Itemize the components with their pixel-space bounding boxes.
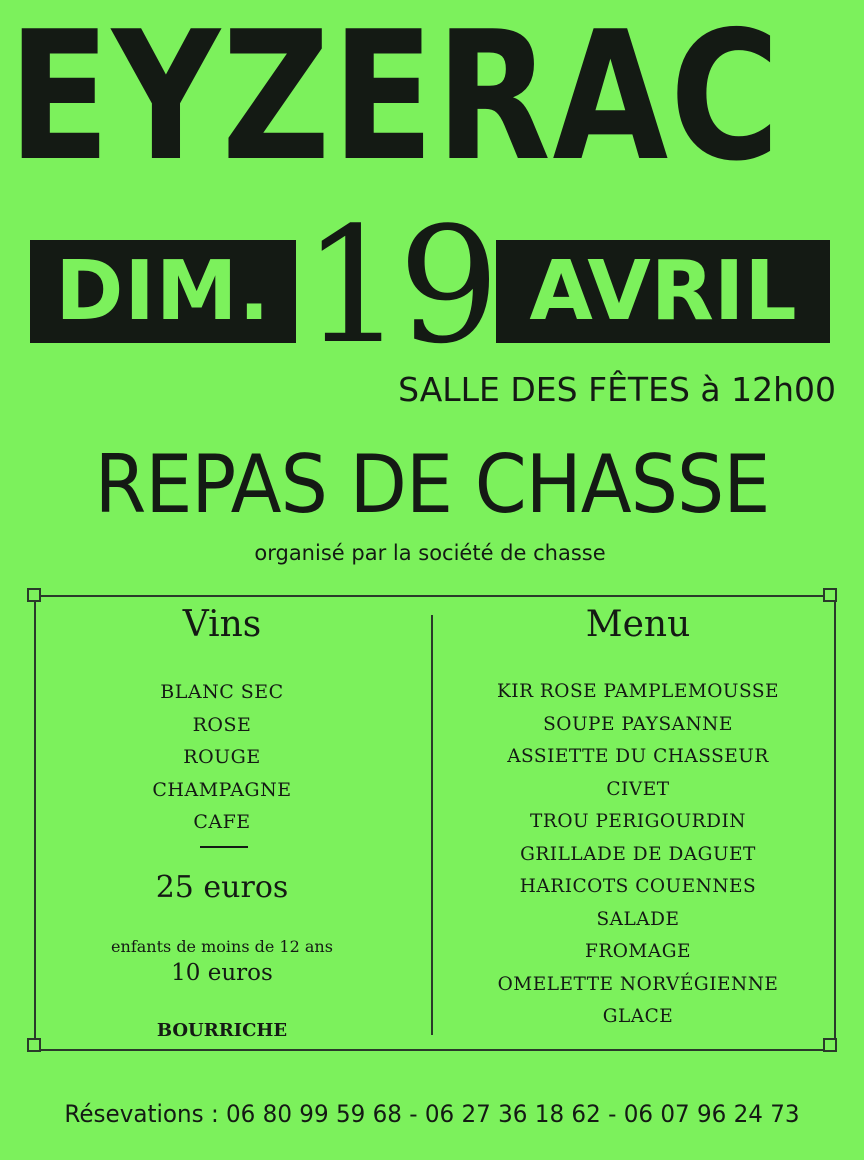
wine-list	[72, 676, 372, 839]
children-note: enfants de moins de 12 ans	[111, 937, 333, 956]
event-title: REPAS DE CHASSE	[94, 438, 770, 531]
divider-rule	[200, 846, 248, 848]
list-item: TROU PERIGOURDIN	[530, 811, 746, 832]
month-box	[496, 240, 830, 343]
menu-list	[446, 676, 830, 1034]
column-divider	[431, 615, 433, 1035]
list-item: ASSIETTE DU CHASSEUR	[507, 746, 769, 767]
list-item: SALADE	[596, 908, 680, 930]
list-item: OMELETTE NORVÉGIENNE	[497, 973, 779, 995]
day-label-box	[30, 240, 296, 343]
month-label: AVRIL	[529, 244, 797, 339]
organizer-line: organisé par la société de chasse	[254, 541, 606, 565]
list-item: CHAMPAGNE	[152, 778, 292, 801]
list-item: ROSE	[192, 713, 252, 736]
list-item: KIR ROSE PAMPLEMOUSSE	[496, 681, 780, 702]
list-item: CIVET	[606, 778, 670, 800]
reservation-phones: Résevations : 06 80 99 59 68 - 06 27 36 18 62 - 06 07 96 24 73	[64, 1100, 800, 1128]
children-price: 10 euros	[171, 960, 273, 986]
frame-corner-ornament	[27, 1038, 41, 1052]
list-item: BLANC SEC	[160, 681, 284, 703]
town-title: EYZERAC	[8, 0, 782, 200]
list-item: SOUPE PAYSANNE	[543, 713, 733, 735]
list-item: CAFE	[193, 811, 251, 833]
day-number: 19	[302, 192, 494, 379]
wines-heading: Vins	[182, 604, 262, 645]
list-item: GRILLADE DE DAGUET	[520, 843, 756, 865]
menu-heading: Menu	[585, 604, 691, 645]
bourriche-label: BOURRICHE	[156, 1020, 288, 1041]
venue-time: SALLE DES FÊTES à 12h00	[398, 370, 836, 409]
frame-corner-ornament	[27, 588, 41, 602]
list-item: GLACE	[602, 1006, 674, 1027]
adult-price: 25 euros	[155, 870, 289, 905]
frame-corner-ornament	[823, 1038, 837, 1052]
frame-corner-ornament	[823, 588, 837, 602]
day-label: DIM.	[55, 244, 271, 339]
list-item: FROMAGE	[584, 941, 692, 962]
list-item: ROUGE	[183, 746, 261, 768]
list-item: HARICOTS COUENNES	[519, 876, 757, 897]
